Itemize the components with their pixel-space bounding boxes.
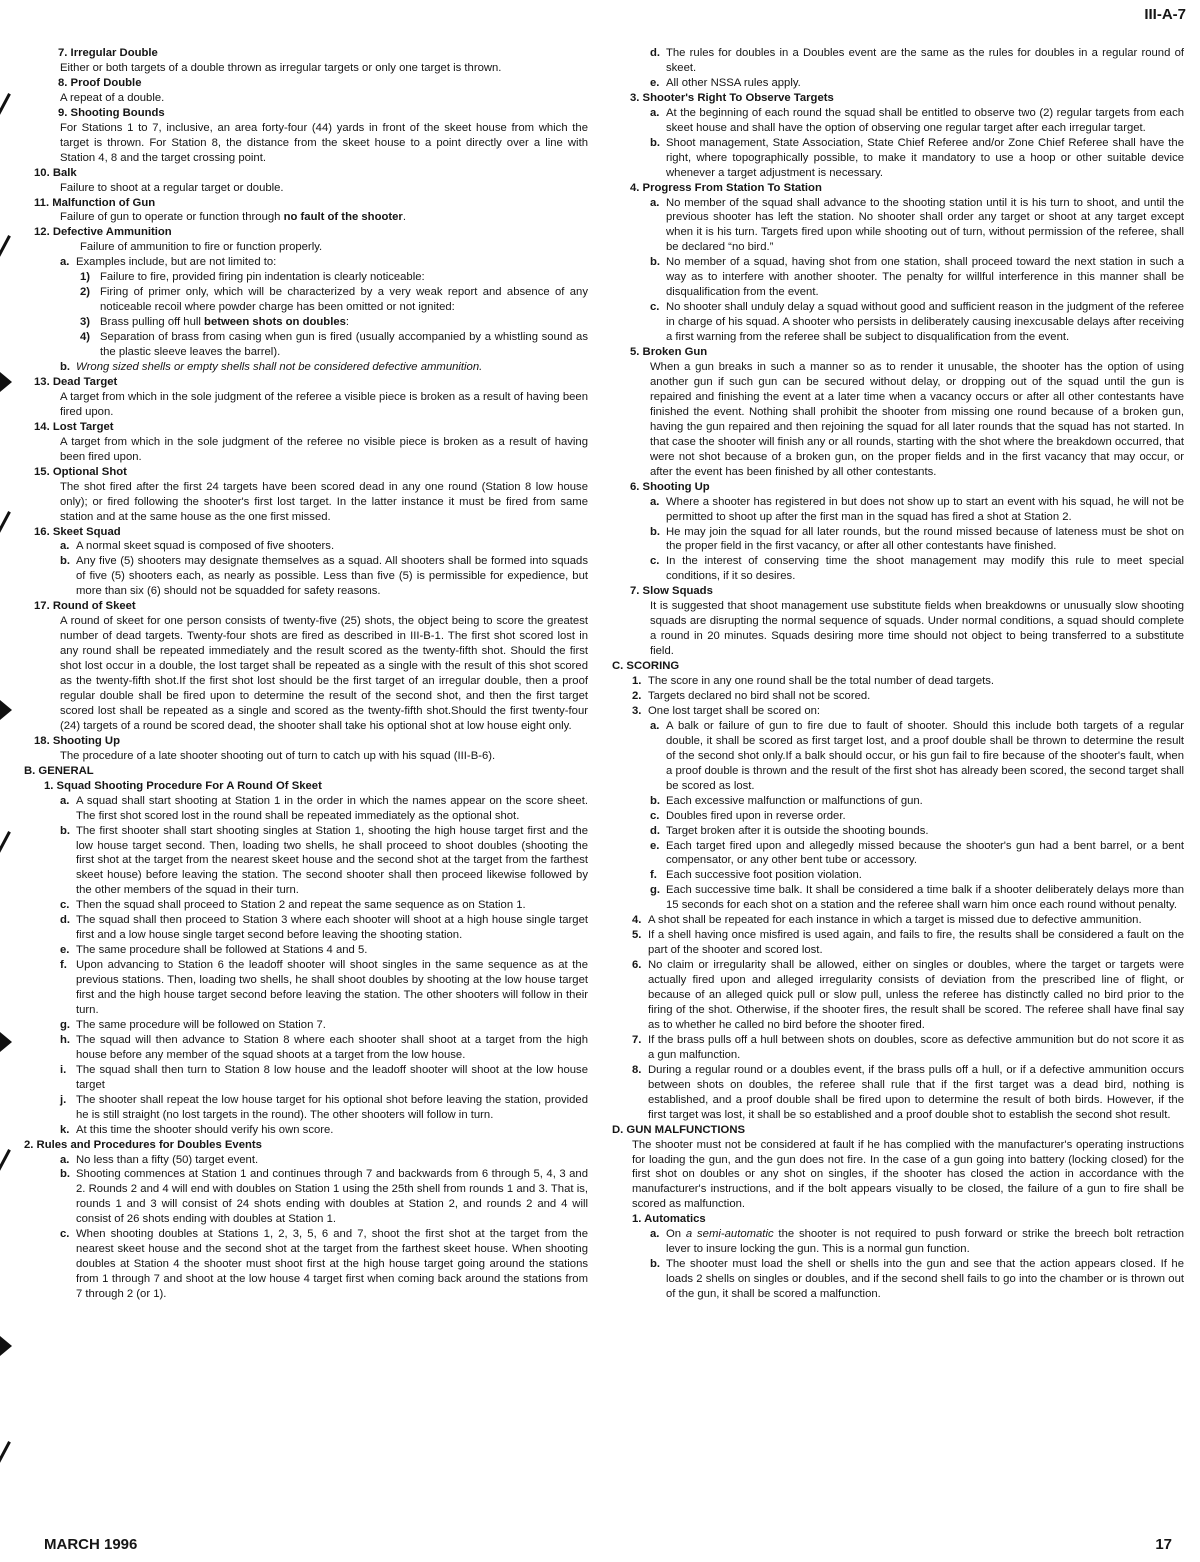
list-item: b. The shooter must load the shell or shells into the gun and see that the action appears closed. If he loads 2 shells on singles or doubles, and if the second shell fails to go into the chamber or is thrown out of the gun, it shall be scored a malfunction. xyxy=(650,1258,1184,1301)
list-item: a. A normal skeet squad is composed of five shooters. xyxy=(60,540,335,553)
list-item: 2. Targets declared no bird shall not be scored. xyxy=(632,689,871,702)
list-item: h. The squad will then advance to Station 8 where each shooter shall shoot at a target from the high house before any member of the squad shoots at a target from the low house. xyxy=(60,1033,588,1061)
section-text: A repeat of a double. xyxy=(60,91,165,104)
list-item: g. Each successive time balk. It shall be considered a time balk if a shooter deliberately delays more than 15 seconds for each shot on a station and the referee shall warn him once each round without penalty. xyxy=(650,884,1184,912)
section-text: When a gun breaks in such a manner so as to render it unusable, the shooter has the option of using another gun if such gun can be secured without delay, or dropping out of the squad until the gun is repaired and finishing the event at a later time when a vacancy occurs or after all other contestants have finished the event. Nothing shall prohibit the shooter from missing one round because of a broken gun, having the gun repaired and then rejoining the squad for all later rounds that the squad has not started. In that case the shooter will finish any or all rounds, starting with the shot where the breakdown occurred, that were not shot because of a broken gun, on the proper fields and in the first vacancy that may occur, or after the event has been finished by all other contestants. xyxy=(650,361,1184,478)
margin-hole-mark xyxy=(0,372,12,392)
list-item: c. Doubles fired upon in reverse order. xyxy=(650,809,846,822)
list-item: 8. During a regular round or a doubles event, if the brass pulls off a hull, or if a defective ammunition occurs between shots on doubles, the referee shall rule that if the first target was a dead bird, nothing is established, and a proof double shall be fired upon to determine the result of both birds. However, if the first target was lost, it shall be so established and a proof double shot to establish the second shot result. xyxy=(632,1063,1184,1121)
list-item: j. The shooter shall repeat the low house target for his optional shot before leaving the station, provided he is still straight (no lost targets in the round). The other shooters will follow in turn. xyxy=(60,1093,588,1121)
section-text: Failure to shoot at a regular target or double. xyxy=(60,181,284,194)
list-item: b. Each excessive malfunction or malfunctions of gun. xyxy=(650,794,923,807)
left-column xyxy=(24,46,588,1302)
list-item: d. Target broken after it is outside the shooting bounds. xyxy=(650,824,929,837)
list-item: 6. No claim or irregularity shall be allowed, either on singles or doubles, where the target or targets were actually fired upon and alleged irregularity consists of deviation from the prescribed line of flight, or because of an alleged quick pull or slow pull, unless the referee has distinctly called no bird prior to the firing of the shot. Otherwise, if the shooter fires, the result shall be scored. The referee shall have final say as to whether he called no bird before the shooter fired. xyxy=(632,959,1184,1031)
section-heading-scoring: C. SCORING xyxy=(612,660,680,673)
list-item: k. At this time the shooter should verify his own score. xyxy=(60,1123,334,1136)
subsection-heading: 1. Automatics xyxy=(632,1213,706,1226)
list-item: 2) Firing of primer only, which will be characterized by a very weak report and absence of any noticeable recoil where powder charge has been omitted or not ignited: xyxy=(80,286,588,314)
list-item: c. When shooting doubles at Stations 1, 2, 3, 5, 6 and 7, shoot the first shot at the target from the nearest skeet house and the second shot at the target from the farthest skeet house. When shooting doubles at Station 4 the shooter must shoot first at the high house target going around the stations from 1 through 7 and shoot at the low house 4 target first when coming back around the stations from 7 through 2 (or 1). xyxy=(60,1228,588,1301)
margin-tick-mark xyxy=(0,235,11,263)
list-item: c. In the interest of conserving time the shoot management may modify this rule to meet special conditions, if it so desires. xyxy=(650,555,1184,583)
subsection-heading: 6. Shooting Up xyxy=(630,480,710,493)
section-heading: 11. Malfunction of Gun xyxy=(34,196,156,209)
section-text: For Stations 1 to 7, inclusive, an area forty-four (44) yards in front of the skeet house from which the target is thrown. For Station 8, the distance from the skeet house to a point directly over a line with Station 4, 8 and the target crossing point. xyxy=(60,121,588,164)
list-item: 5. If a shell having once misfired is used again, and fails to fire, the results shall be considered a fault on the part of the shooter and scored lost. xyxy=(632,929,1184,957)
margin-tick-mark xyxy=(0,1441,11,1469)
list-item: c. Then the squad shall proceed to Station 2 and repeat the same sequence as on Station 1. xyxy=(60,899,526,912)
margin-tick-mark xyxy=(0,831,11,859)
list-item: a. Where a shooter has registered in but does not show up to start an event with his squad, he will not be permitted to shoot up after the first man in the squad has fired a shot at Station 2. xyxy=(650,495,1184,523)
section-text: A target from which in the sole judgment of the referee a visible piece is broken as a result of having been fired upon. xyxy=(60,390,588,418)
page-number: 17 xyxy=(1155,1536,1172,1553)
margin-hole-mark xyxy=(0,1032,12,1052)
section-heading: 13. Dead Target xyxy=(34,375,118,388)
section-text: A target from which in the sole judgment of the referee no visible piece is broken as a result of having been fired upon. xyxy=(60,435,588,463)
list-item: 1. The score in any one round shall be the total number of dead targets. xyxy=(632,675,995,688)
list-item: a. A balk or failure of gun to fire due to fault of shooter. Should this include both targets of a regular double, it shall be scored as first target lost, and a proof double shall be thrown to determine the result of the second shot only.If a balk should occur, or his gun fail to fire because of the shooter's fault, when a proof double is thrown and the result of the first shot has already been scored, the second target shall be scored as lost. xyxy=(650,719,1184,792)
list-item: 4. A shot shall be repeated for each instance in which a target is missed due to defective ammunition. xyxy=(632,914,1142,927)
section-heading: 15. Optional Shot xyxy=(34,465,127,478)
list-item: b. Shoot management, State Association, State Chief Referee and/or Zone Chief Referee shall have the right, where topographically possible, to make it mandatory to use a hoop or other suitable device whenever a target adjustment is necessary. xyxy=(650,136,1184,179)
page-identifier: III-A-7 xyxy=(1144,6,1186,23)
list-item: b. No member of a squad, having shot from one station, shall proceed toward the next station in such a way as to interfere with another shooter. The penalty for willful interference in this manner shall be disqualification from the event. xyxy=(650,256,1184,299)
section-text: Failure of ammunition to fire or function properly. xyxy=(80,241,323,254)
list-item: e. All other NSSA rules apply. xyxy=(650,76,801,89)
subsection-heading: 3. Shooter's Right To Observe Targets xyxy=(630,91,834,104)
subsection-heading: 5. Broken Gun xyxy=(630,346,708,359)
list-item: a. No member of the squad shall advance to the shooting station until it is his turn to shoot, and until the previous shooter has left the station. No shooter shall order any target or shoot at any target except when it is his turn. Targets fired upon while shooting out of turn, without permission of the referee, shall be declared “no bird.” xyxy=(650,196,1184,254)
section-text: Failure of gun to operate or function through no fault of the shooter. xyxy=(60,211,406,224)
list-item: i. The squad shall then turn to Station 8 low house and the leadoff shooter will shoot at the low house target xyxy=(60,1063,588,1091)
section-text: The procedure of a late shooter shooting out of turn to catch up with his squad (III-B-6). xyxy=(60,749,496,762)
section-heading: 8. Proof Double xyxy=(58,76,142,89)
list-item: 4) Separation of brass from casing when gun is fired (usually accompanied by a whistling sound as the plastic sleeve leaves the barrel). xyxy=(80,331,588,359)
section-heading: 10. Balk xyxy=(34,166,77,179)
section-text: Either or both targets of a double thrown as irregular targets or only one target is thrown. xyxy=(60,61,502,74)
list-item: b. He may join the squad for all later rounds, but the round missed because of lateness must be shot on the proper field in the first vacancy, or after all other contestants have finished. xyxy=(650,525,1184,553)
section-heading: 14. Lost Target xyxy=(34,420,114,433)
section-heading-general: B. GENERAL xyxy=(24,764,94,777)
list-item: 3. One lost target shall be scored on: xyxy=(632,704,821,717)
subsection-heading: 7. Slow Squads xyxy=(630,585,713,598)
list-item: a. A squad shall start shooting at Station 1 in the order in which the names appear on the score sheet. The first shot scored lost in the round shall be repeated immediately as the optional shot. xyxy=(60,794,588,822)
list-item: d. The rules for doubles in a Doubles event are the same as the rules for doubles in a regular round of skeet. xyxy=(650,47,1184,74)
section-heading: 7. Irregular Double xyxy=(58,47,158,59)
section-heading: 18. Shooting Up xyxy=(34,734,120,747)
list-item: 7. If the brass pulls off a hull between shots on doubles, score as defective ammunition but do not score it as a gun malfunction. xyxy=(632,1033,1184,1061)
list-item: f. Upon advancing to Station 6 the leadoff shooter will shoot singles in the same sequence as at the previous stations. Then, loading two shells, he shall shoot doubles by shooting at the low house target first and the high house target second before leaving the station. The other shooters will follow in their turn. xyxy=(60,959,588,1016)
list-item: b. The first shooter shall start shooting singles at Station 1, shooting the high house target first and the low house target second. Then, loading two shells, he shall proceed to shoot doubles (shooting the first shot at the target from the nearest skeet house and the second shot at the target from the farthest skeet house) before leaving the station. The second shooter shall then proceed likewise followed by the other members of the squad in their turn. xyxy=(60,824,588,897)
list-item: d. The squad shall then proceed to Station 3 where each shooter will shoot at a high house single target first and a low house single target second before leaving the shooting station. xyxy=(60,914,588,942)
section-text: A round of skeet for one person consists of twenty-five (25) shots, the object being to score the greatest number of dead targets. Twenty-four shots are fired as described in III-B-1. The first shot scored lost in any round shall be repeated immediately and the result scored as the twenty-fifth shot. Should the first shot lost occur in a double, the lost target shall be repeated as a single with the result of this shot scored as the twenty-fifth shot.If the first shot lost should be the first target of an irregular double, then a proof regular double shall be fired upon to determine the result of the second shot, and then the first target scored lost shall be repeated as a single and scored as the twenty-fifth shot.Should the first twenty-four (24) targets of a round be scored dead, the shooter shall take his optional shot at low house eight only. xyxy=(60,615,588,732)
margin-hole-mark xyxy=(0,1336,12,1356)
list-item: e. Each target fired upon and allegedly missed because the shooter's gun had a bent barrel, or a bent compensator, or any other bent tube or accessory. xyxy=(650,839,1184,867)
list-item: 3) Brass pulling off hull between shots on doubles: xyxy=(80,316,350,329)
list-item: a. On a semi-automatic the shooter is not required to push forward or strike the breech bolt retraction lever to insure locking the gun. This is a normal gun function. xyxy=(650,1228,1185,1256)
margin-tick-mark xyxy=(0,1149,11,1177)
list-item: 1) Failure to fire, provided firing pin indentation is clearly noticeable: xyxy=(80,271,425,284)
section-heading-gun-malfunctions: D. GUN MALFUNCTIONS xyxy=(612,1123,746,1136)
list-item: b. Shooting commences at Station 1 and continues through 7 and backwards from 6 through 5, 4, 3 and 2. Rounds 2 and 4 will end with doubles on Station 1 using the 25th shell from rounds 1 and 3. That is, rounds 1 and 3 will consist of 24 shots ending with doubles at Station 2, and rounds 2 and 4 will consist of 26 shots ending with doubles at Station 1. xyxy=(60,1168,588,1226)
section-heading: 9. Shooting Bounds xyxy=(58,106,165,119)
list-item: a. At the beginning of each round the squad shall be entitled to observe two (2) regular targets from each skeet house and shall have the option of observing one regular target after each irregular target. xyxy=(650,106,1184,134)
subsection-heading: 2. Rules and Procedures for Doubles Events xyxy=(24,1138,262,1151)
list-item: b. Any five (5) shooters may designate themselves as a squad. All shooters shall be formed into squads of five (5) shooters each, as nearly as possible. Less than five (5) is permissible for expedience, but more than six (6) should not be squadded for safety reasons. xyxy=(60,555,588,598)
section-text: It is suggested that shoot management use substitute fields when breakdowns or unusually slow shooting squads are disrupting the normal sequence of squads. Under normal conditions, a squad should complete a round in 20 minutes. Squads desiring more time should not object to being transferred to a substitute field. xyxy=(650,600,1184,658)
footer-date: MARCH 1996 xyxy=(44,1536,138,1553)
subsection-heading: 1. Squad Shooting Procedure For A Round Of Skeet xyxy=(44,779,322,792)
list-item: e. The same procedure shall be followed at Stations 4 and 5. xyxy=(60,944,368,957)
section-heading: 16. Skeet Squad xyxy=(34,525,121,538)
list-item: f. Each successive foot position violation. xyxy=(650,869,862,882)
list-item: c. No shooter shall unduly delay a squad without good and sufficient reason in the judgment of the referee in charge of his squad. A shooter who persists in deliberately causing inexcusable delays after receiving a first warning from the referee shall be subject to disqualification from the event. xyxy=(650,301,1184,344)
margin-hole-mark xyxy=(0,700,12,720)
section-heading: 12. Defective Ammunition xyxy=(34,226,172,239)
list-item: g. The same procedure will be followed on Station 7. xyxy=(60,1018,326,1031)
list-item: a. No less than a fifty (50) target event. xyxy=(60,1153,259,1166)
section-text: The shot fired after the first 24 targets have been scored dead in any one round (Station 8 low house only); or fired following the shooter's first lost target. In the latter instance it must be fired from same station and at the same house as the one first missed. xyxy=(60,480,588,523)
margin-tick-mark xyxy=(0,511,11,539)
margin-tick-mark xyxy=(0,93,11,121)
right-column xyxy=(612,46,1184,1302)
list-item: a. Examples include, but are not limited to: xyxy=(60,256,277,269)
list-item: b. Wrong sized shells or empty shells shall not be considered defective ammunition. xyxy=(60,361,483,374)
section-text: The shooter must not be considered at fault if he has complied with the manufacturer's operating instructions for loading the gun, and the gun does not fire. In the case of a gun going into battery (locking closed) for the first shot on doubles or any shot on singles, if the shooter has closed the action in accordance with the manufacturer's instructions, and if the bolt appears visually to be closed, the failure of a gun to fire shall be scored as malfunction. xyxy=(632,1138,1184,1211)
section-heading: 17. Round of Skeet xyxy=(34,600,136,613)
subsection-heading: 4. Progress From Station To Station xyxy=(630,181,822,194)
